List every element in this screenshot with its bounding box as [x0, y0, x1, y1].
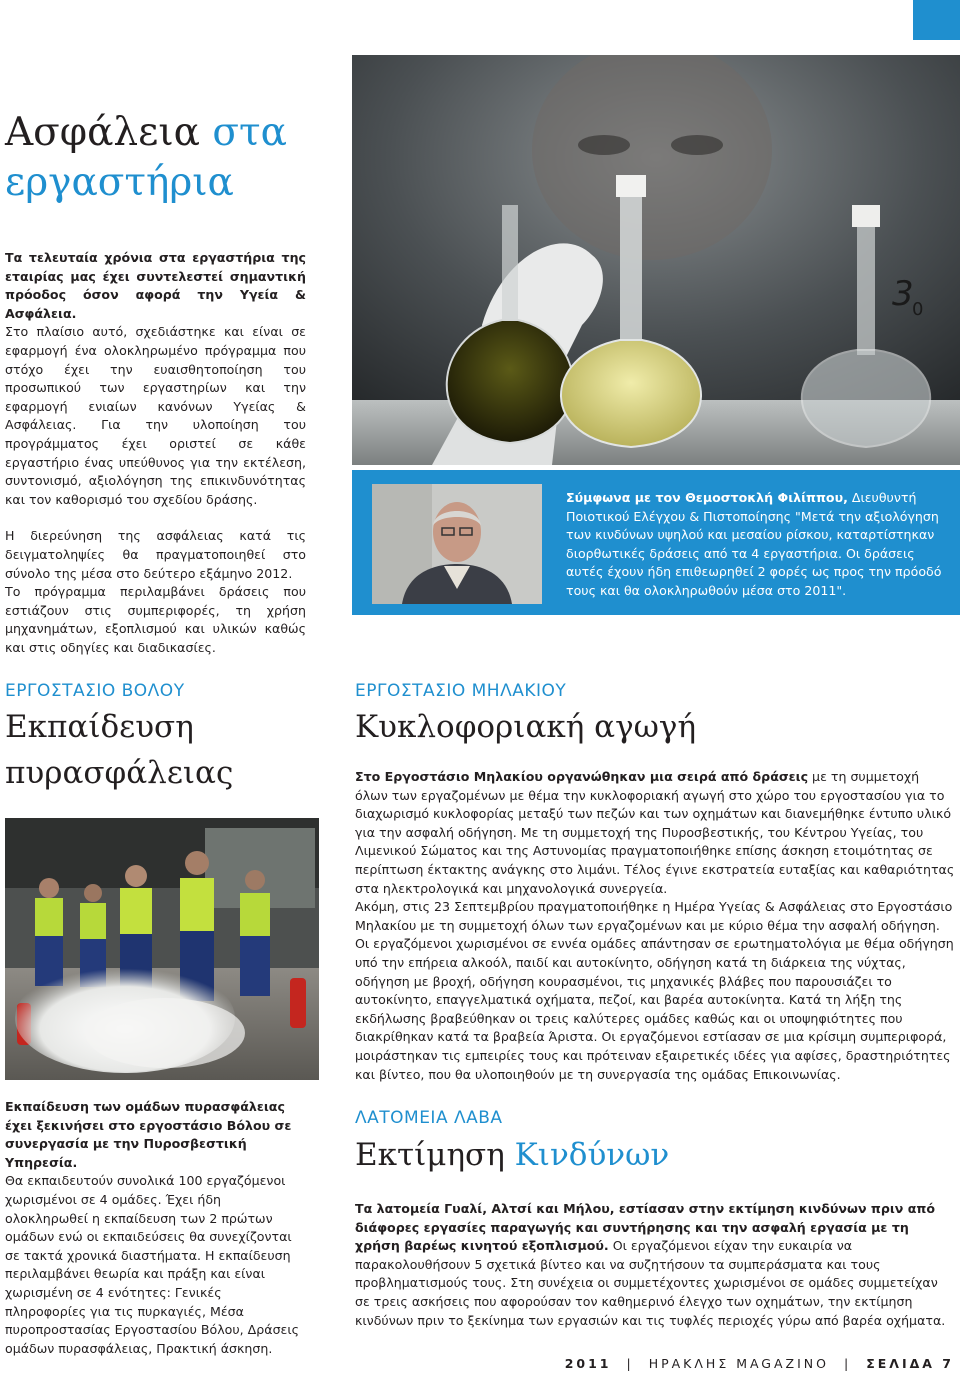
- director-portrait-photo: [372, 484, 542, 604]
- lab-paragraph-1: Στο πλαίσιο αυτό, σχεδιάστηκε και είναι σε εφαρμογή ένα ολοκληρωμένο πρόγραμμα που στόχο έχει την ευαισθητοποίηση του προσωπικού των εργαστηρίων και την εφαρμογή ενιαίων κανόνων Υγείας & Ασφάλειας. Για την υλοποίηση του προγράμματος έχει οριστεί σε κάθε εργαστήριο ένας υπεύθυνος για την εκτέλεση, συντονισμό, αξιολόγηση της επικινδυνότητας και τον καθορισμό του σχεδίου δράσης.: [5, 324, 306, 507]
- lab-paragraph-3: Το πρόγραμμα περιλαμβάνει δράσεις που εστιάζουν στις συμπεριφορές, τη χρήση μηχανημάτων, εξοπλισμού και υλικών καθώς και στις οδηγίες και διαδικασίες.: [5, 584, 306, 655]
- footer-magazine: ΗΡΑΚΛΗΣ MAGAZINO: [648, 1356, 829, 1371]
- svg-text:0: 0: [912, 299, 924, 320]
- lab-section-body: [5, 249, 306, 657]
- milaki-title: Κυκλοφοριακή αγωγή: [355, 709, 697, 745]
- volos-title: [5, 704, 325, 796]
- quote-lead: Σύμφωνα με τον Θεμοστοκλή Φιλίππου,: [566, 490, 848, 505]
- lava-text: Οι εργαζόμενοι είχαν την ευκαιρία να παρακολουθήσουν 5 σχετικά βίντεο και να συζητήσουν τα συμπεράσματα και τους προβληματισμούς τους. Στη συνέχεια οι συμμετέχοντες χωρισμένοι σε ομάδες συμμετείχαν σε τρεις ασκήσεις που αφορούσαν τον καθημερινό έλεγχο των οχημάτων, την εκτίμηση κινδύνων πριν το ξεκίνημα των εργασιών και τις τυφλές περιοχές γύρω από βαρέα οχήματα.: [355, 1238, 946, 1328]
- lab-title-line2: εργαστήρια: [5, 160, 234, 205]
- quote-text: [566, 489, 946, 601]
- page-footer: [565, 1356, 954, 1371]
- footer-year: 2011: [564, 1356, 612, 1371]
- lab-title-word1: Ασφάλεια: [5, 110, 200, 155]
- lava-title: [355, 1132, 955, 1178]
- lava-body: [355, 1200, 955, 1330]
- footer-separator-1: |: [626, 1356, 634, 1371]
- volos-label: ΕΡΓΟΣΤΑΣΙΟ ΒΟΛΟΥ: [5, 681, 185, 701]
- svg-text:3: 3: [892, 274, 914, 314]
- lab-intro: Τα τελευταία χρόνια στα εργαστήρια της εταιρίας μας έχει συντελεστεί σημαντική πρόοδος όσον αφορά την Υγεία & Ασφάλεια.: [5, 250, 306, 321]
- lab-section-title: [5, 108, 345, 208]
- laboratory-flasks-photo: [352, 55, 960, 465]
- lava-label: ΛΑΤΟΜΕΙΑ ΛΑΒΑ: [355, 1108, 503, 1128]
- volos-caption-body: Θα εκπαιδευτούν συνολικά 100 εργαζόμενοι χωρισμένοι σε 4 ομάδες. Έχει ήδη ολοκληρωθεί η εκπαίδευση των 2 πρώτων ομάδων ενώ οι εκπαιδεύσεις θα συνεχίζονται σε τακτά χρονικά διαστήματα. Η εκπαίδευση περιλαμβάνει θεωρία και πράξη και είναι χωρισμένη σε 4 ενότητες: Γενικές πληροφορίες για τις πυρκαγιές, Μέσα πυροπροστασίας Εργοστασίου Βόλου, Δράσεις ομάδων πυρασφάλειας, Πρακτική άσκηση.: [5, 1173, 300, 1356]
- milaki-text-1: με τη συμμετοχή όλων των εργαζομένων με θέμα την κυκλοφοριακή αγωγή στο χώρο του εργοστασίου για το διαχωρισμό κυκλοφορίας μεταξύ των πεζών και των οχημάτων και διανεμήθηκε έντυπο υλικό για την ασφαλή οδήγηση. Με τη συμμετοχή της Πυροσβεστικής, του Κέντρου Υγείας, του Λιμενικού Σώματος και της Αστυνομίας πραγματοποιήθηκε επίσης άσκηση ετοιμότητας σε περίπτωση έκτακτης ανάγκης στο λιμάνι. Τέλος έγινε εκστρατεία ευταξίας και καθαριότητας στα ηλεκτρολογικά και μηχανολογικά συνεργεία.: [355, 769, 955, 896]
- footer-page-number: ΣΕΛΙΔΑ 7: [866, 1356, 954, 1371]
- lab-paragraph-2: Η διερεύνηση της ασφάλειας κατά τις δειγματοληψίες θα πραγματοποιηθεί στο σύνολο της μέσα στο δεύτερο εξάμηνο 2012.: [5, 528, 306, 581]
- fire-training-photo: [5, 818, 319, 1080]
- milaki-lead: Στο Εργοστάσιο Μηλακίου οργανώθηκαν μια σειρά από δράσεις: [355, 769, 809, 784]
- lava-paragraph: [355, 1200, 955, 1330]
- lab-title-word2: στα: [212, 110, 287, 155]
- corner-tab: [913, 0, 960, 40]
- lava-title-word2: Κινδύνων: [514, 1137, 670, 1173]
- volos-caption: [5, 1098, 305, 1358]
- milaki-paragraph-2: Ακόμη, στις 23 Σεπτεμβρίου πραγματοποιήθηκε η Ημέρα Υγείας & Ασφάλειας στο Εργοστάσιο Μηλακίου με τη συμμετοχή όλων των εργαζομένων και με κύριο θέμα την ασφαλή οδήγηση. Οι εργαζόμενοι χωρισμένοι σε εννέα ομάδες απάντησαν σε ερωτηματολόγια με θέμα οδήγηση υπό την επήρεια αλκοόλ, παιδί και αυτοκίνητο, οδήγηση κατά τη διάρκεια της νύχτας, οδήγηση με βροχή, οδήγηση κουρασμένοι, τις μηχανικές βλάβες που παρουσιάζει το αυτοκίνητο, επαγγελματικά οχήματα, πεζοί, και βαρέα αυτοκίνητα. Κατά τη λήξη της εκδήλωσης βραβεύθηκαν οι τρεις καλύτερες ομάδες καθώς και οι υποψηφιότητες που διακρίθηκαν κατά τα βραβεία Άριστα. Οι εργαζόμενοι εστίασαν σε μια κρίσιμη συμπεριφορά, μοιράστηκαν τις εμπειρίες τους και πρότειναν εξαιρετικές ιδέες για αφίσες, δραστηριότητες και βίντεο, που θα υλοποιηθούν με τη συνεργασία της ομάδας Επικοινωνίας.: [355, 899, 954, 1082]
- volos-title-line2: πυρασφάλειας: [5, 755, 234, 791]
- milaki-body: [355, 768, 955, 1084]
- quote-body: Διευθυντή Ποιοτικού Ελέγχου & Πιστοποίησης "Μετά την αξιολόγηση των κινδύνων υψηλού και μεσαίου ρίσκου, καταρτίστηκαν διορθωτικές δράσεις από τα 4 εργαστήρια. Οι δράσεις αυτές έχουν ήδη επιθεωρηθεί 2 φορές ως προς την πρόοδό τους και θα ολοκληρωθούν μέσα στο 2011".: [566, 490, 942, 598]
- milaki-label: ΕΡΓΟΣΤΑΣΙΟ ΜΗΛΑΚΙΟΥ: [355, 681, 567, 701]
- milaki-paragraph-1: [355, 768, 955, 898]
- volos-title-line1: Εκπαίδευση: [5, 709, 194, 745]
- lava-title-word1: Εκτίμηση: [355, 1137, 505, 1173]
- volos-caption-lead: Εκπαίδευση των ομάδων πυρασφάλειας έχει ξεκινήσει στο εργοστάσιο Βόλου σε συνεργασία με την Πυροσβεστική Υπηρεσία.: [5, 1099, 292, 1170]
- lava-lead: Τα λατομεία Γυαλί, Αλτσί και Μήλου, εστίασαν στην εκτίμηση κινδύνων πριν από διάφορες εργασίες παραγωγής και συντήρησης και την ασφαλή εργασία με τη χρήση βαρέως κινητού εξοπλισμού.: [355, 1201, 936, 1254]
- footer-separator-2: |: [843, 1356, 852, 1371]
